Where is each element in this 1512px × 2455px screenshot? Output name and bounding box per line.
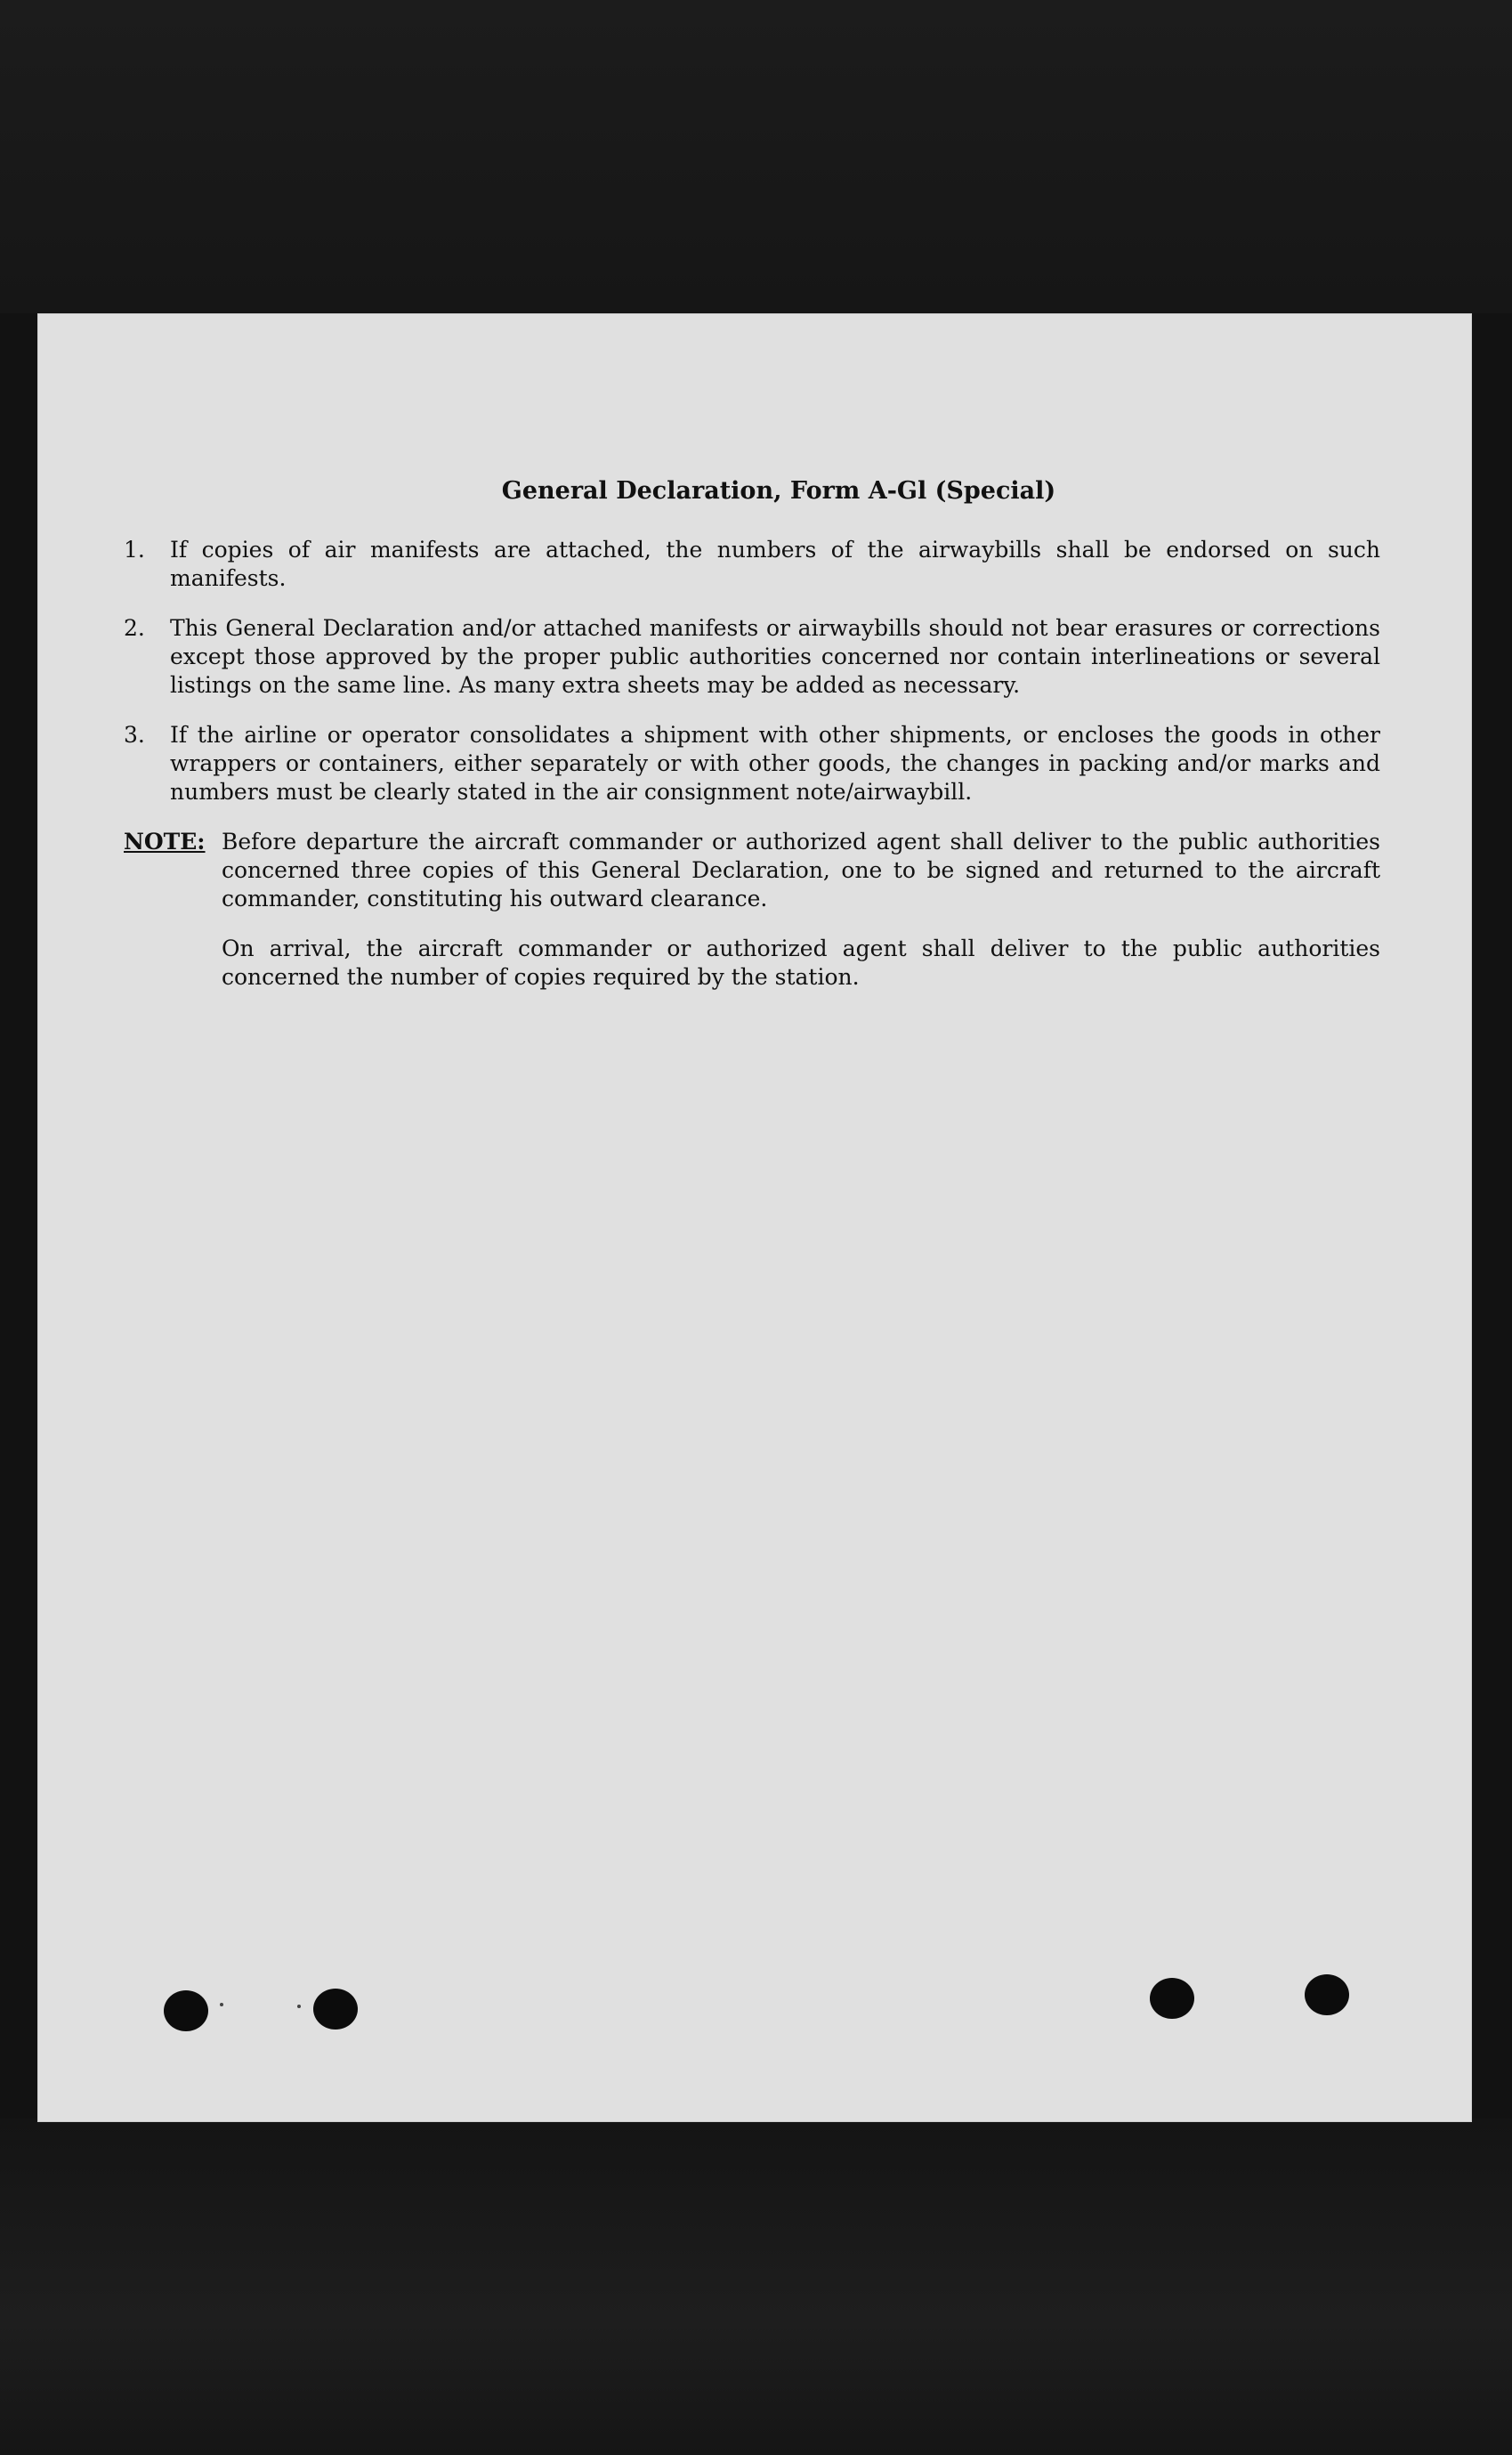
scan-background-bottom xyxy=(0,2119,1512,2455)
note-block xyxy=(124,828,1380,1013)
note-paragraph: Before departure the aircraft commander or authorized agent shall deliver to the public authorities concerned three copies of this General Declaration, one to be signed and returned to the aircraft commander, constituting his outward clearance. xyxy=(222,829,1380,912)
note-body xyxy=(222,828,1380,1013)
punch-hole xyxy=(164,1990,208,2031)
item-number: 2. xyxy=(124,615,145,641)
dust-speck xyxy=(220,2003,223,2006)
instruction-item xyxy=(124,536,1380,593)
document-page xyxy=(37,313,1472,2122)
document-title: General Declaration, Form A-Gl (Special) xyxy=(501,477,1056,505)
note-paragraph: On arrival, the aircraft commander or authorized agent shall deliver to the public authorities concerned the number of copies required by the station. xyxy=(222,936,1380,990)
scan-background-top xyxy=(0,0,1512,313)
instruction-item xyxy=(124,614,1380,700)
item-number: 1. xyxy=(124,537,145,563)
instruction-item xyxy=(124,721,1380,806)
item-text: This General Declaration and/or attached manifests or airwaybills should not bear erasures or corrections except those approved by the proper public authorities concerned nor contain interlineations or several listings on the same line. As many extra sheets may be added as necessary. xyxy=(170,615,1380,698)
note-label: NOTE: xyxy=(124,829,206,855)
item-text: If copies of air manifests are attached, the numbers of the airwaybills shall be endorsed on such manifests. xyxy=(170,537,1380,591)
punch-hole xyxy=(1150,1978,1194,2019)
document-content xyxy=(124,477,1380,1013)
dust-speck xyxy=(297,2005,301,2008)
item-text: If the airline or operator consolidates a shipment with other shipments, or encloses the goods in other wrappers or containers, either separately or with other goods, the changes in packing and/or marks and numbers must be clearly stated in the air consignment note/airwaybill. xyxy=(170,722,1380,805)
punch-hole xyxy=(313,1989,358,2030)
punch-hole xyxy=(1305,1974,1349,2015)
item-number: 3. xyxy=(124,722,145,748)
